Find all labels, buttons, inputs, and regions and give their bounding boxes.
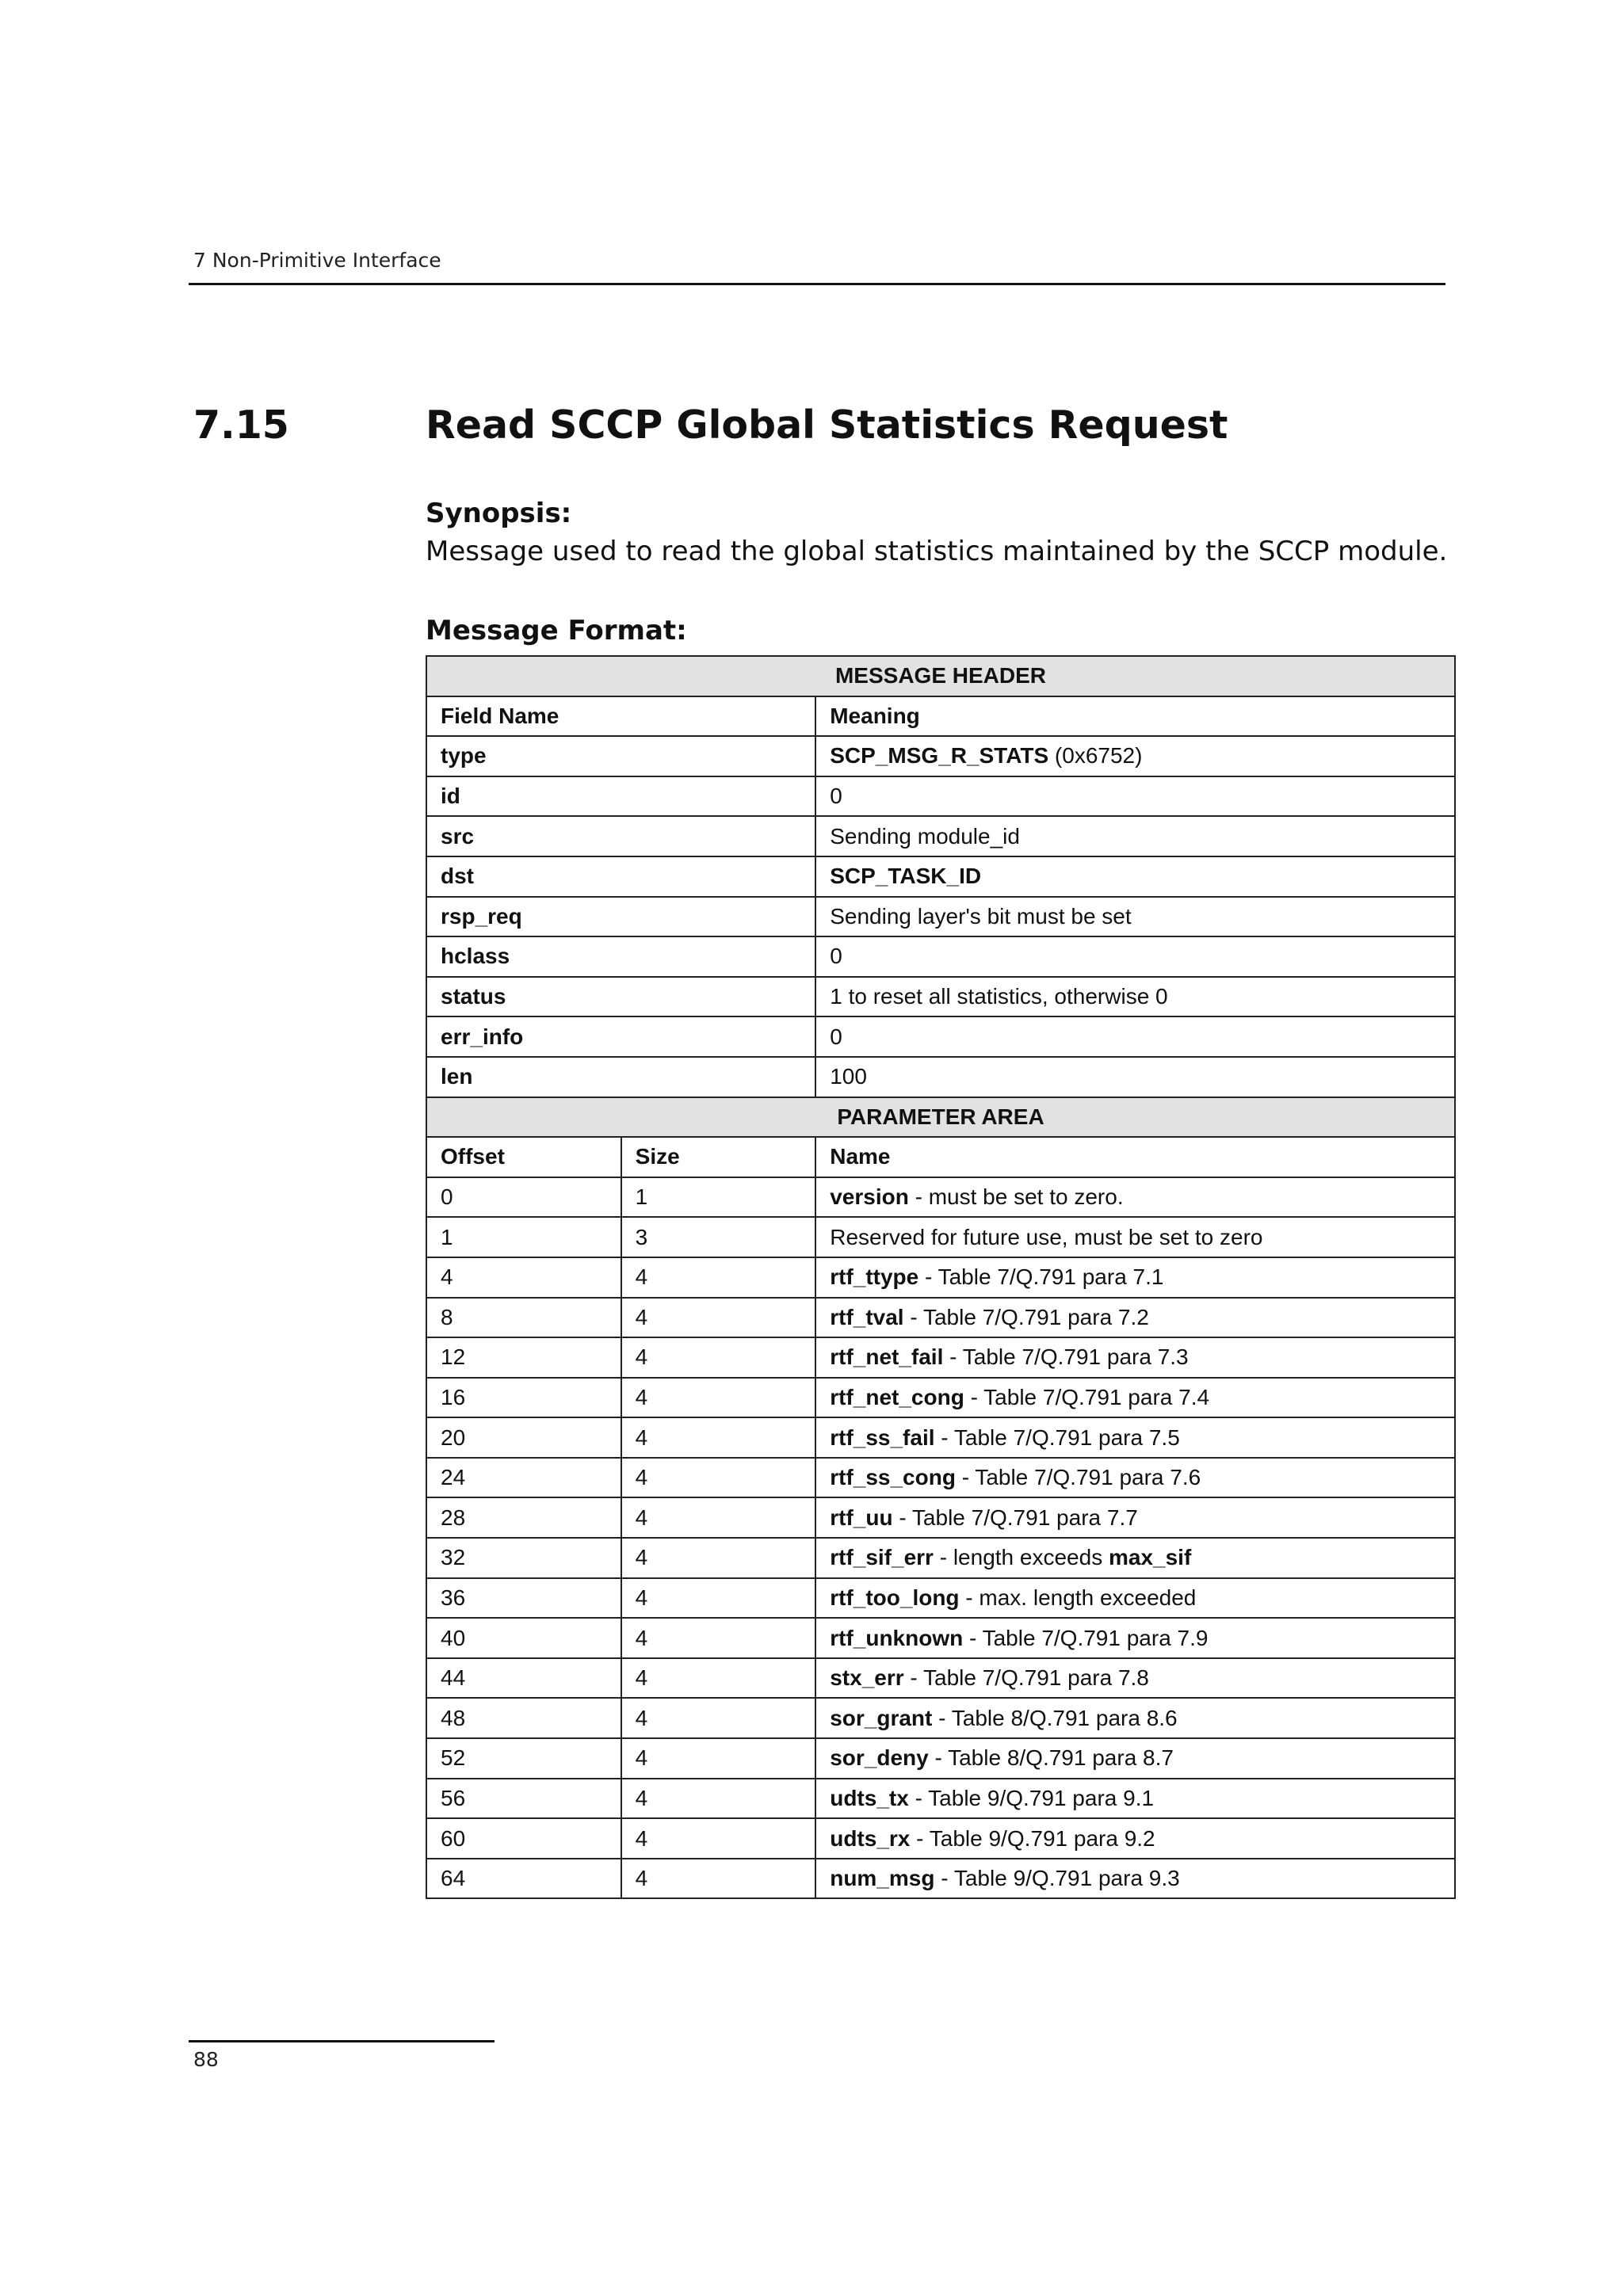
name-cell: [815, 1818, 1455, 1859]
column-header-meaning: Meaning: [815, 696, 1455, 737]
name-cell: [815, 1257, 1455, 1298]
meaning-cell: [815, 1057, 1455, 1097]
offset-cell: 28: [426, 1497, 621, 1538]
name-cell: [815, 1417, 1455, 1458]
field-name-cell: hclass: [426, 936, 815, 977]
table-row: [426, 1458, 1455, 1498]
param-name-bold-text: num_msg: [830, 1866, 935, 1891]
offset-cell: 20: [426, 1417, 621, 1458]
name-cell: [815, 1538, 1455, 1578]
offset-cell: 4: [426, 1257, 621, 1298]
name-cell: [815, 1618, 1455, 1658]
meaning-text: 0: [830, 784, 842, 809]
column-header-field-name: Field Name: [426, 696, 815, 737]
table-row: [426, 1417, 1455, 1458]
param-name-text: - Table 7/Q.791 para 7.3: [943, 1344, 1189, 1370]
message-format-heading: Message Format:: [426, 615, 687, 646]
table-row: [426, 1298, 1455, 1338]
param-name-bold-text: rtf_ss_cong: [830, 1465, 956, 1490]
offset-cell: 8: [426, 1298, 621, 1338]
param-name-bold-text: rtf_net_fail: [830, 1344, 944, 1370]
offset-cell: 60: [426, 1818, 621, 1859]
section-band-parameter-area: PARAMETER AREA: [426, 1097, 1455, 1138]
table-row: [426, 1818, 1455, 1859]
offset-cell: 16: [426, 1378, 621, 1418]
param-name-bold-text: rtf_sif_err: [830, 1545, 934, 1570]
table-row: [426, 1618, 1455, 1658]
field-name-cell: status: [426, 977, 815, 1017]
param-name-bold-text: rtf_net_cong: [830, 1384, 964, 1409]
table-row: [426, 1578, 1455, 1619]
offset-cell: 32: [426, 1538, 621, 1578]
meaning-text: 1 to reset all statistics, otherwise 0: [830, 984, 1168, 1009]
table-row: [426, 936, 1455, 977]
offset-cell: 52: [426, 1738, 621, 1779]
param-name-bold-text: rtf_uu: [830, 1505, 893, 1530]
offset-cell: 64: [426, 1859, 621, 1899]
meaning-cell: [815, 1016, 1455, 1057]
param-name-text: - Table 9/Q.791 para 9.1: [908, 1785, 1155, 1810]
meaning-cell: [815, 897, 1455, 937]
table-row: [426, 1779, 1455, 1819]
table-row: [426, 1738, 1455, 1779]
param-name-text: - length exceeds: [933, 1545, 1109, 1570]
synopsis-text: Message used to read the global statistics maintained by the SCCP module.: [426, 536, 1448, 567]
name-cell: [815, 1177, 1455, 1218]
column-header-offset: Offset: [426, 1137, 621, 1177]
size-cell: 4: [621, 1337, 816, 1378]
table-section-row: [426, 1097, 1455, 1138]
meaning-cell: [815, 977, 1455, 1017]
meaning-bold-text: SCP_TASK_ID: [830, 864, 982, 889]
offset-cell: 12: [426, 1337, 621, 1378]
table-row: [426, 776, 1455, 817]
name-cell: [815, 1578, 1455, 1619]
meaning-cell: [815, 736, 1455, 776]
param-name-bold-text: udts_tx: [830, 1785, 909, 1810]
size-cell: 1: [621, 1177, 816, 1218]
section-band-message-header: MESSAGE HEADER: [426, 656, 1455, 696]
size-cell: 4: [621, 1257, 816, 1298]
size-cell: 4: [621, 1738, 816, 1779]
param-name-bold-text: sor_deny: [830, 1745, 929, 1771]
offset-cell: 40: [426, 1618, 621, 1658]
param-name-text: - Table 7/Q.791 para 7.6: [955, 1465, 1201, 1490]
param-name-text: - Table 7/Q.791 para 7.5: [934, 1425, 1180, 1450]
meaning-text: Sending layer's bit must be set: [830, 903, 1132, 929]
table-row: [426, 1698, 1455, 1738]
param-name-text: - Table 7/Q.791 para 7.7: [892, 1505, 1138, 1530]
message-format-table: [426, 655, 1456, 1899]
name-cell: [815, 1859, 1455, 1899]
meaning-text: (0x6752): [1048, 743, 1143, 769]
table-row: [426, 1337, 1455, 1378]
param-name-bold-text: sor_grant: [830, 1705, 933, 1730]
header-rule: [189, 283, 1445, 285]
table-row: [426, 977, 1455, 1017]
size-cell: 4: [621, 1658, 816, 1699]
size-cell: 4: [621, 1378, 816, 1418]
name-cell: [815, 1658, 1455, 1699]
table-row: [426, 736, 1455, 776]
param-name-text: - Table 8/Q.791 para 8.7: [928, 1745, 1174, 1771]
meaning-text: 0: [830, 944, 842, 969]
param-name-bold-suffix: max_sif: [1108, 1545, 1192, 1570]
name-cell: [815, 1337, 1455, 1378]
offset-cell: 44: [426, 1658, 621, 1699]
field-name-cell: len: [426, 1057, 815, 1097]
param-name-bold-text: rtf_unknown: [830, 1625, 964, 1650]
table-row: [426, 1217, 1455, 1257]
table-row: [426, 1859, 1455, 1899]
size-cell: 4: [621, 1497, 816, 1538]
param-name-bold-text: udts_rx: [830, 1825, 911, 1851]
table-row: [426, 1378, 1455, 1418]
size-cell: 4: [621, 1698, 816, 1738]
name-cell: [815, 1738, 1455, 1779]
param-name-bold-text: rtf_ttype: [830, 1264, 919, 1290]
param-name-text: - Table 7/Q.791 para 7.9: [963, 1625, 1209, 1650]
offset-cell: 0: [426, 1177, 621, 1218]
table-row: [426, 897, 1455, 937]
meaning-text: 100: [830, 1064, 867, 1089]
section-number: 7.15: [193, 402, 289, 448]
size-cell: 4: [621, 1779, 816, 1819]
section-title: Read SCCP Global Statistics Request: [426, 402, 1228, 448]
size-cell: 4: [621, 1538, 816, 1578]
field-name-cell: dst: [426, 856, 815, 897]
param-name-text: - Table 7/Q.791 para 7.4: [964, 1384, 1210, 1409]
offset-cell: 24: [426, 1458, 621, 1498]
size-cell: 4: [621, 1298, 816, 1338]
size-cell: 4: [621, 1618, 816, 1658]
offset-cell: 36: [426, 1578, 621, 1619]
name-cell: [815, 1698, 1455, 1738]
table-row: [426, 1497, 1455, 1538]
running-header: 7 Non-Primitive Interface: [193, 249, 441, 272]
param-name-bold-text: rtf_ss_fail: [830, 1425, 935, 1450]
table-row: [426, 816, 1455, 856]
field-name-cell: type: [426, 736, 815, 776]
table-header-row: [426, 696, 1455, 737]
param-name-text: - Table 7/Q.791 para 7.2: [903, 1304, 1149, 1329]
name-cell: [815, 1217, 1455, 1257]
page-number: 88: [193, 2048, 219, 2071]
size-cell: 4: [621, 1818, 816, 1859]
table-section-row: [426, 656, 1455, 696]
table-row: [426, 1658, 1455, 1699]
param-name-bold-text: rtf_tval: [830, 1304, 904, 1329]
name-cell: [815, 1497, 1455, 1538]
size-cell: 3: [621, 1217, 816, 1257]
column-header-name: Name: [815, 1137, 1455, 1177]
param-name-bold-text: stx_err: [830, 1665, 904, 1691]
meaning-cell: [815, 856, 1455, 897]
param-name-text: Reserved for future use, must be set to zero: [830, 1224, 1263, 1249]
table-row: [426, 856, 1455, 897]
name-cell: [815, 1779, 1455, 1819]
size-cell: 4: [621, 1859, 816, 1899]
param-name-text: - max. length exceeded: [959, 1585, 1197, 1610]
table-header-row: [426, 1137, 1455, 1177]
footer-rule: [189, 2040, 495, 2042]
table-row: [426, 1016, 1455, 1057]
param-name-text: - Table 7/Q.791 para 7.8: [903, 1665, 1149, 1691]
offset-cell: 56: [426, 1779, 621, 1819]
param-name-text: - Table 7/Q.791 para 7.1: [918, 1264, 1164, 1290]
table-row: [426, 1538, 1455, 1578]
column-header-size: Size: [621, 1137, 816, 1177]
meaning-bold-text: SCP_MSG_R_STATS: [830, 743, 1049, 769]
param-name-bold-text: version: [830, 1184, 909, 1210]
param-name-text: - must be set to zero.: [908, 1184, 1124, 1210]
param-name-bold-text: rtf_too_long: [830, 1585, 960, 1610]
table-row: [426, 1177, 1455, 1218]
name-cell: [815, 1458, 1455, 1498]
table-row: [426, 1257, 1455, 1298]
meaning-text: Sending module_id: [830, 823, 1020, 849]
param-name-text: - Table 9/Q.791 para 9.2: [910, 1825, 1155, 1851]
meaning-cell: [815, 776, 1455, 817]
size-cell: 4: [621, 1417, 816, 1458]
meaning-cell: [815, 816, 1455, 856]
meaning-cell: [815, 936, 1455, 977]
synopsis-heading: Synopsis:: [426, 498, 572, 529]
offset-cell: 48: [426, 1698, 621, 1738]
size-cell: 4: [621, 1458, 816, 1498]
name-cell: [815, 1298, 1455, 1338]
param-name-text: - Table 8/Q.791 para 8.6: [932, 1705, 1178, 1730]
table-row: [426, 1057, 1455, 1097]
meaning-text: 0: [830, 1024, 842, 1049]
field-name-cell: err_info: [426, 1016, 815, 1057]
field-name-cell: id: [426, 776, 815, 817]
offset-cell: 1: [426, 1217, 621, 1257]
param-name-text: - Table 9/Q.791 para 9.3: [934, 1866, 1180, 1891]
field-name-cell: rsp_req: [426, 897, 815, 937]
name-cell: [815, 1378, 1455, 1418]
size-cell: 4: [621, 1578, 816, 1619]
field-name-cell: src: [426, 816, 815, 856]
